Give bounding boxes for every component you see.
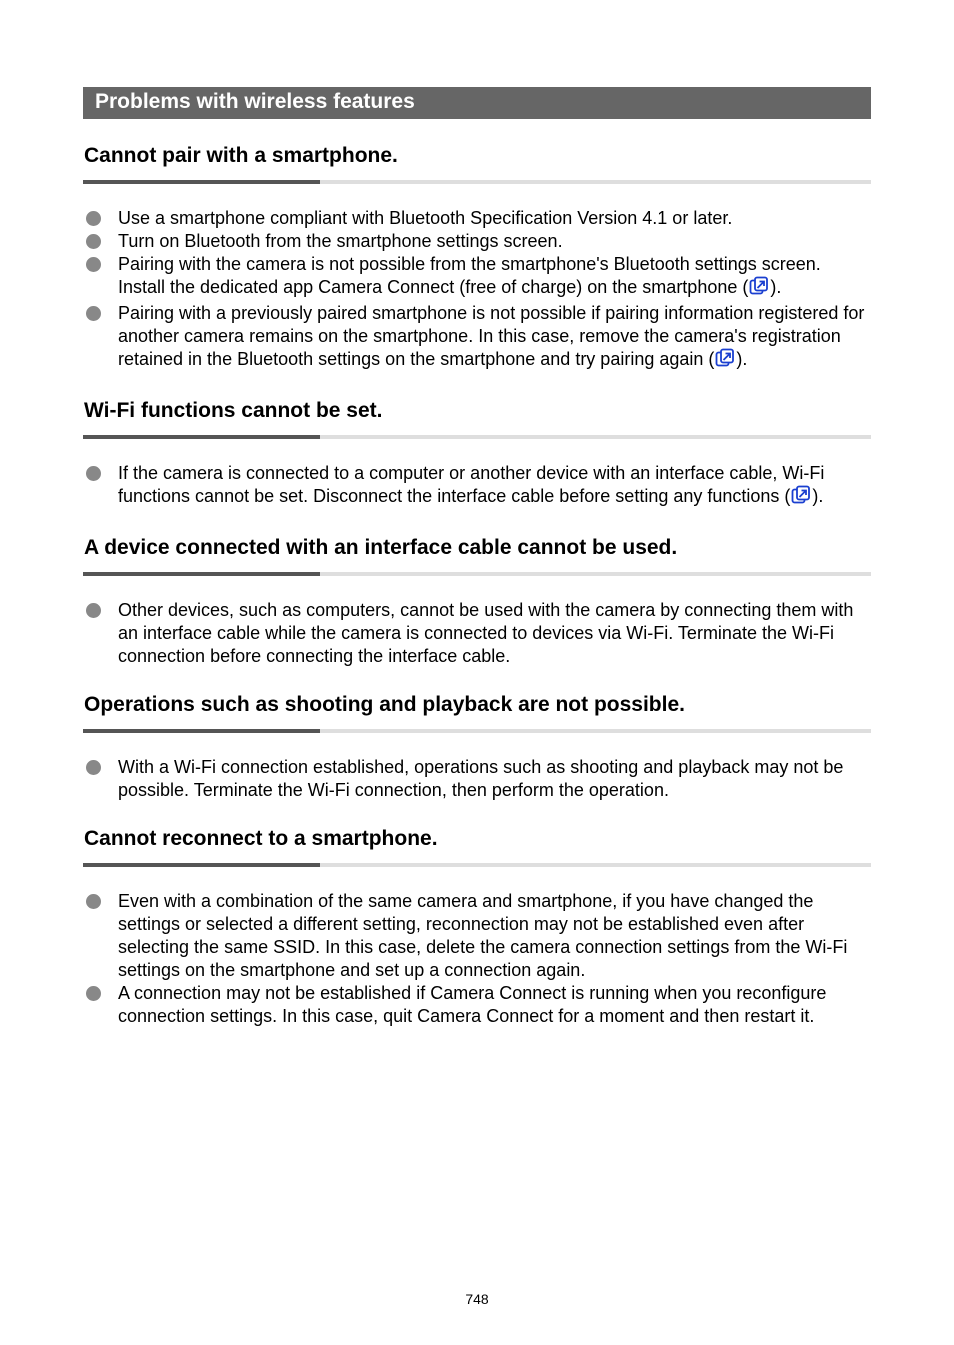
bullet-icon [86, 760, 101, 775]
bullet-icon [86, 986, 101, 1001]
section-interface-cable [83, 535, 871, 668]
bullet-icon [86, 306, 101, 321]
bullet-list [83, 207, 871, 374]
bullet-list [83, 599, 871, 668]
bullet-icon [86, 894, 101, 909]
bullet-list [83, 462, 871, 511]
bullet-icon [86, 466, 101, 481]
section-divider [83, 729, 871, 733]
bullet-list [83, 890, 871, 1028]
list-item: A connection may not be established if Camera Connect is running when you reconfigure connection settings. In this case, quit Camera Connect for a moment and then restart it. [83, 982, 871, 1028]
bullet-icon [86, 603, 101, 618]
page-link-icon[interactable] [749, 276, 769, 302]
section-cannot-reconnect [83, 826, 871, 1028]
section-operations [83, 692, 871, 802]
banner-title: Problems with wireless features [95, 90, 415, 113]
chapter-banner [83, 87, 871, 119]
bullet-icon [86, 257, 101, 272]
section-title: Cannot reconnect to a smartphone. [84, 827, 438, 850]
list-item: Pairing with a previously paired smartphone is not possible if pairing information registered for another camera remains on the smartphone. In this case, remove the camera's registration retained in the Bluetooth settings on the smartphone and try pairing again ( ). [83, 302, 871, 374]
section-title: Wi-Fi functions cannot be set. [84, 399, 383, 422]
section-title: Cannot pair with a smartphone. [84, 144, 398, 167]
section-divider [83, 572, 871, 576]
bullet-icon [86, 234, 101, 249]
page-content [83, 87, 871, 1028]
bullet-icon [86, 211, 101, 226]
section-title: A device connected with an interface cable cannot be used. [84, 536, 678, 559]
list-item: Use a smartphone compliant with Bluetooth Specification Version 4.1 or later. [83, 207, 871, 230]
section-divider [83, 435, 871, 439]
bullet-list [83, 756, 871, 802]
section-cannot-pair [83, 143, 871, 374]
section-title: Operations such as shooting and playback are not possible. [84, 693, 685, 716]
section-divider [83, 863, 871, 867]
list-item: Turn on Bluetooth from the smartphone settings screen. [83, 230, 871, 253]
page-link-icon[interactable] [715, 348, 735, 374]
page-number: 748 [465, 1291, 489, 1307]
section-divider [83, 180, 871, 184]
page-link-icon[interactable] [791, 485, 811, 511]
list-item: With a Wi-Fi connection established, operations such as shooting and playback may not be possible. Terminate the Wi-Fi connection, then perform the operation. [83, 756, 871, 802]
list-item: Even with a combination of the same camera and smartphone, if you have changed the settings or selected a different setting, reconnection may not be established even after selecting the same SSID. In this case, delete the camera connection settings from the Wi-Fi settings on the smartphone and set up a connection again. [83, 890, 871, 982]
list-item: Pairing with the camera is not possible from the smartphone's Bluetooth settings screen. Install the dedicated app Camera Connect (free of charge) on the smartphone ( ). [83, 253, 871, 302]
list-item: If the camera is connected to a computer or another device with an interface cable, Wi-Fi functions cannot be set. Disconnect the interface cable before setting any functions ( ). [83, 462, 871, 511]
list-item: Other devices, such as computers, cannot be used with the camera by connecting them with an interface cable while the camera is connected to devices via Wi-Fi. Terminate the Wi-Fi connection before connecting the interface cable. [83, 599, 871, 668]
section-wifi-cannot-set [83, 398, 871, 511]
